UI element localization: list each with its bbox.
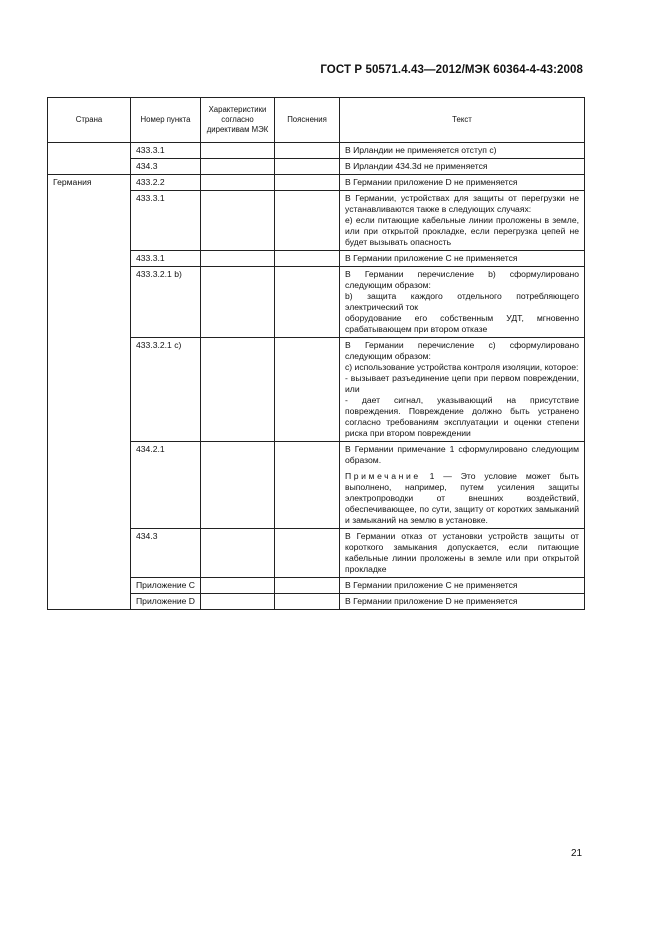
table-header-row [48,98,585,143]
text-line: В Германии примечание 1 сформулировано следующим образом. [345,444,579,465]
text-line: В Германии отказ от установки устройств защиты от короткого замыкания допускается, если питающие кабельные линии проложены в земле или при открытой прокладке [345,531,579,574]
cell-country: Германия [48,175,131,191]
note-paragraph [345,471,579,526]
cell-explanations [275,175,340,191]
cell-clause: 433.3.1 [131,191,201,251]
cell-explanations [275,338,340,442]
cell-text [340,175,585,191]
cell-characteristics [201,442,275,529]
cell-explanations [275,442,340,529]
cell-country [48,251,131,267]
cell-text [340,143,585,159]
page-number: 21 [571,848,583,859]
cell-country [48,594,131,610]
cell-explanations [275,159,340,175]
cell-characteristics [201,143,275,159]
text-line: b) защита каждого отдельного потребляющего электрический ток [345,291,579,312]
text-line: В Германии приложение D не применяется [345,596,518,606]
cell-characteristics [201,159,275,175]
cell-explanations [275,251,340,267]
deviations-table [47,97,585,610]
cell-country [48,578,131,594]
document-header-title: ГОСТ Р 50571.4.43—2012/МЭК 60364-4-43:2008 [320,64,583,76]
column-header-clause: Номер пункта [131,98,201,143]
cell-characteristics [201,267,275,338]
cell-clause: 433.3.2.1 c) [131,338,201,442]
text-line: В Германии приложение D не применяется [345,177,518,187]
cell-clause: Приложение D [131,594,201,610]
text-line: оборудование его собственным УДТ, мгновенно срабатывающем при втором отказе [345,313,579,334]
cell-country [48,143,131,159]
table-row [48,529,585,578]
text-line: В Германии перечисление с) сформулировано следующим образом: [345,340,579,361]
cell-text [340,529,585,578]
cell-clause: Приложение С [131,578,201,594]
cell-country [48,159,131,175]
table-row [48,175,585,191]
cell-text [340,578,585,594]
text-line: - дает сигнал, указывающий на присутствие повреждения. Повреждение должно быть устранено согласно требованиям эксплуатации и оценки степени риска при втором повреждении [345,395,579,438]
note-text: 1 — Это условие может быть выполнено, например, путем усиления защиты электропроводки от внешних воздействий, обеспечивающее, по сути, защиту от коротких замыканий и замыканий на землю в установке. [345,471,579,525]
text-line: В Германии перечисление b) сформулировано следующим образом: [345,269,579,290]
table-row [48,267,585,338]
text-line: В Германии приложение С не применяется [345,253,518,263]
text-line: е) если питающие кабельные линии проложены в земле, или при открытой прокладке, если перегрузка цепей не будет вызывать опасность [345,215,579,247]
text-line: с) использование устройства контроля изоляции, которое: [345,362,579,372]
table-row [48,338,585,442]
cell-country [48,267,131,338]
column-header-country: Страна [48,98,131,143]
cell-clause: 434.3 [131,529,201,578]
table-row [48,442,585,529]
column-header-explanations: Пояснения [275,98,340,143]
cell-text [340,251,585,267]
cell-characteristics [201,594,275,610]
cell-explanations [275,267,340,338]
cell-clause: 433.3.2.1 b) [131,267,201,338]
table-row [48,191,585,251]
cell-explanations [275,578,340,594]
cell-characteristics [201,529,275,578]
table-row [48,594,585,610]
cell-country [48,191,131,251]
cell-characteristics [201,175,275,191]
cell-text [340,191,585,251]
column-header-text: Текст [340,98,585,143]
text-line: В Германии приложение С не применяется [345,580,518,590]
cell-country [48,529,131,578]
cell-clause: 433.2.2 [131,175,201,191]
cell-explanations [275,529,340,578]
table-row [48,159,585,175]
text-line: - вызывает разъединение цепи при первом повреждении, или [345,373,579,394]
cell-explanations [275,594,340,610]
cell-clause: 434.3 [131,159,201,175]
cell-characteristics [201,191,275,251]
cell-clause: 434.2.1 [131,442,201,529]
cell-country [48,338,131,442]
cell-clause: 433.3.1 [131,251,201,267]
table-row [48,578,585,594]
table-row [48,251,585,267]
cell-country [48,442,131,529]
cell-text [340,267,585,338]
column-header-characteristics: Характеристики согласно директивам МЭК [201,98,275,143]
cell-characteristics [201,251,275,267]
note-label: Примечание [345,471,421,481]
cell-clause: 433.3.1 [131,143,201,159]
cell-characteristics [201,338,275,442]
cell-text [340,338,585,442]
cell-text [340,442,585,529]
cell-explanations [275,143,340,159]
table-row [48,143,585,159]
text-line: В Германии, устройствах для защиты от перегрузки не устанавливаются также в следующих случаях: [345,193,579,214]
cell-text [340,594,585,610]
cell-explanations [275,191,340,251]
cell-text [340,159,585,175]
cell-characteristics [201,578,275,594]
text-line: В Ирландии 434.3d не применяется [345,161,488,171]
text-line: В Ирландии не применяется отступ c) [345,145,497,155]
